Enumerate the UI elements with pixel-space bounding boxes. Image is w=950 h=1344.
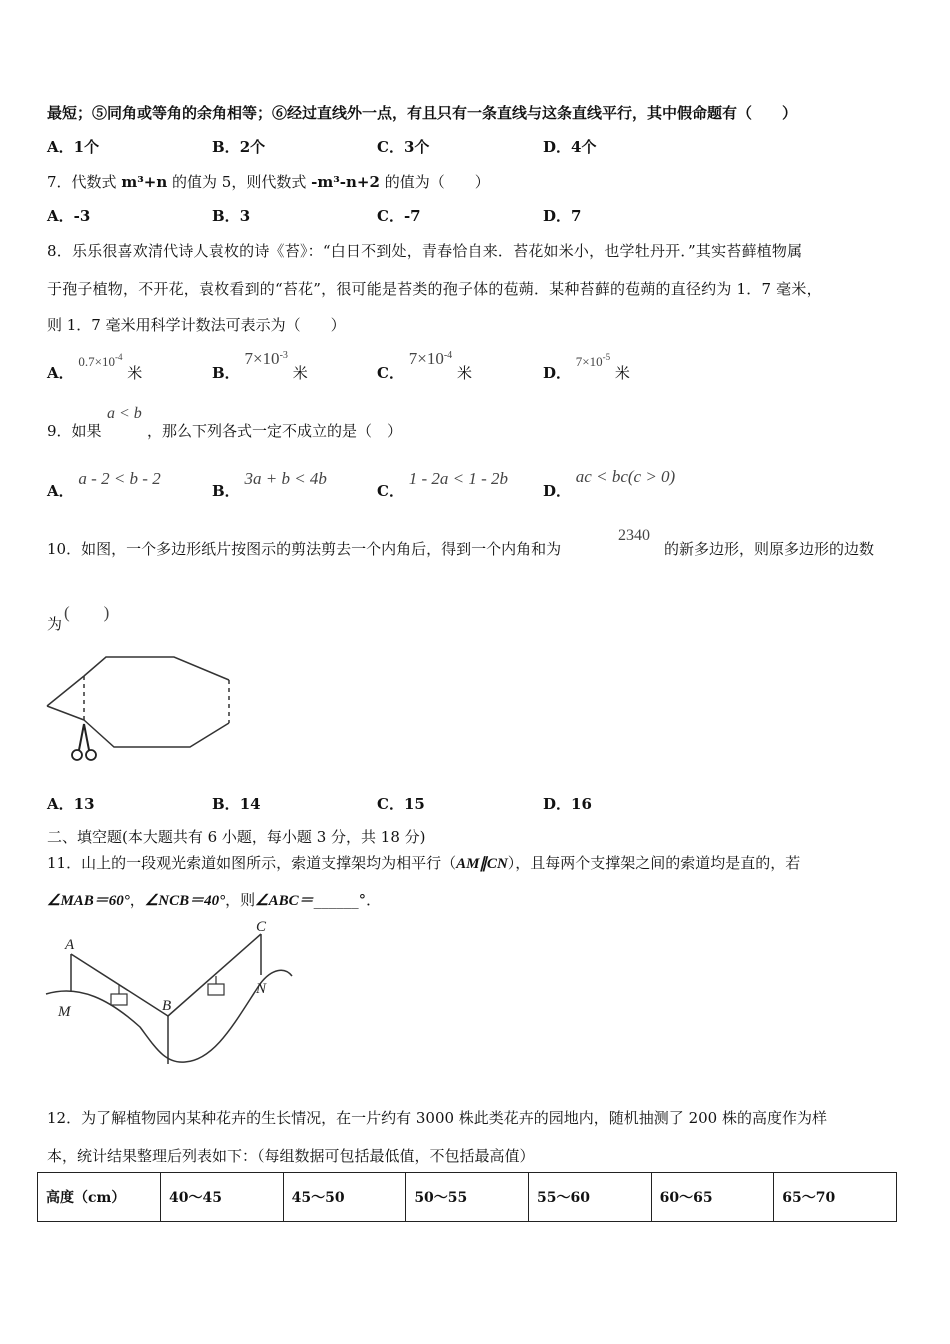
q10-angle-sum: 2340 bbox=[618, 527, 650, 544]
q7-option-b: B．3 bbox=[212, 207, 251, 225]
q7-stem: 7．代数式 m³+n 的值为 5，则代数式 -m³-n+2 的值为（ ） bbox=[47, 173, 490, 191]
q9-option-a: A． a - 2 < b - 2 bbox=[47, 469, 161, 500]
q7-option-d: D．7 bbox=[543, 207, 582, 225]
q9-option-d: D． ac < bc(c > 0) bbox=[543, 467, 676, 500]
q8-option-d: D． $7\times 10^{-5}$ 米 bbox=[543, 352, 630, 382]
q8-option-a: A． $0.7\times 10^{-4}$ 米 bbox=[47, 352, 143, 382]
q10-line2-prefix: 为 bbox=[47, 615, 63, 633]
cut-corner-lower-edge bbox=[47, 706, 84, 720]
label-m: M bbox=[58, 1004, 71, 1020]
table-header-cell: 45～50 bbox=[283, 1173, 406, 1222]
table-header-cell: 40～45 bbox=[161, 1173, 284, 1222]
cableway-figure bbox=[40, 912, 300, 1070]
q6-option-d: D．4个 bbox=[543, 138, 597, 156]
table-row bbox=[38, 1173, 897, 1222]
height-table bbox=[37, 1172, 897, 1222]
label-n: N bbox=[256, 981, 267, 997]
q8-line3: 则 1．7 毫米用科学计数法可表示为（ ） bbox=[47, 316, 346, 334]
table-header-cell: 50～55 bbox=[406, 1173, 529, 1222]
table-header-cell: 高度（cm） bbox=[38, 1173, 161, 1222]
q10-text-part1: 10．如图，一个多边形纸片按图示的剪法剪去一个内角后，得到一个内角和为 bbox=[47, 540, 562, 558]
table-header-cell: 65～70 bbox=[774, 1173, 897, 1222]
q8-option-b: B． $7\times 10^{-3}$ 米 bbox=[212, 349, 308, 382]
q10-paren: ( ) bbox=[64, 603, 110, 622]
section-heading: 二、填空题(本大题共有 6 小题，每小题 3 分，共 18 分) bbox=[47, 828, 426, 846]
q7-option-c: C．-7 bbox=[377, 207, 421, 225]
q9-rest: ，那么下列各式一定不成立的是（ ） bbox=[147, 422, 403, 440]
polygon-top-edge bbox=[84, 657, 229, 680]
label-b: B bbox=[162, 998, 172, 1014]
q9-condition: a < b bbox=[107, 405, 142, 422]
q10-option-d: D．16 bbox=[543, 795, 592, 813]
q6-option-b: B．2个 bbox=[212, 138, 266, 156]
q9-prefix: 9．如果 bbox=[47, 422, 102, 440]
cut-corner-upper-edge bbox=[47, 676, 84, 706]
q8-line1: 8．乐乐很喜欢清代诗人袁枚的诗《苔》：“白日不到处，青春恰自来．苔花如米小，也学牡丹开．”其实苔藓植物属 bbox=[47, 242, 803, 260]
polygon-figure bbox=[40, 648, 240, 768]
q6-option-c: C．3个 bbox=[377, 138, 430, 156]
q11-line1: 11．山上的一段观光索道如图所示，索道支撑架均为相平行（AM∥CN），且每两个支撑架之间的索道均是直的，若 bbox=[47, 854, 801, 872]
label-a: A bbox=[65, 937, 75, 953]
q10-option-c: C．15 bbox=[377, 795, 425, 813]
polygon-bottom-edge bbox=[84, 720, 229, 747]
q8-line2: 于孢子植物，不开花，袁枚看到的“苔花”，很可能是苔类的孢子体的苞蒴．某种苔藓的苞蒴的直径约为 1．7 毫米， bbox=[47, 280, 822, 298]
q6-option-a: A．1个 bbox=[47, 138, 100, 156]
q6-text: 最短；⑤同角或等角的余角相等；⑥经过直线外一点，有且只有一条直线与这条直线平行，其中假命题有（ ） bbox=[47, 104, 798, 122]
q12-line1: 12．为了解植物园内某种花卉的生长情况，在一片约有 3000 株此类花卉的园地内，随机抽测了 200 株的高度作为样 bbox=[47, 1109, 827, 1127]
q11-line2: ∠MAB＝60°，∠NCB＝40°，则∠ABC＝______°． bbox=[47, 891, 382, 909]
q10-option-b: B．14 bbox=[212, 795, 261, 813]
label-c: C bbox=[256, 919, 267, 935]
q9-option-b: B． 3a + b < 4b bbox=[212, 469, 327, 500]
q10-option-a: A．13 bbox=[47, 795, 95, 813]
table-header-cell: 55～60 bbox=[528, 1173, 651, 1222]
scissors-icon bbox=[72, 724, 96, 760]
q7-option-a: A．-3 bbox=[47, 207, 91, 225]
q10-text-part2: 的新多边形，则原多边形的边数 bbox=[664, 540, 875, 558]
q9-option-c: C． 1 - 2a < 1 - 2b bbox=[377, 469, 509, 500]
q8-option-c: C． $7\times 10^{-4}$ 米 bbox=[377, 349, 472, 382]
table-header-cell: 60～65 bbox=[651, 1173, 774, 1222]
q12-line2: 本，统计结果整理后列表如下：（每组数据可包括最低值，不包括最高值） bbox=[47, 1147, 535, 1165]
